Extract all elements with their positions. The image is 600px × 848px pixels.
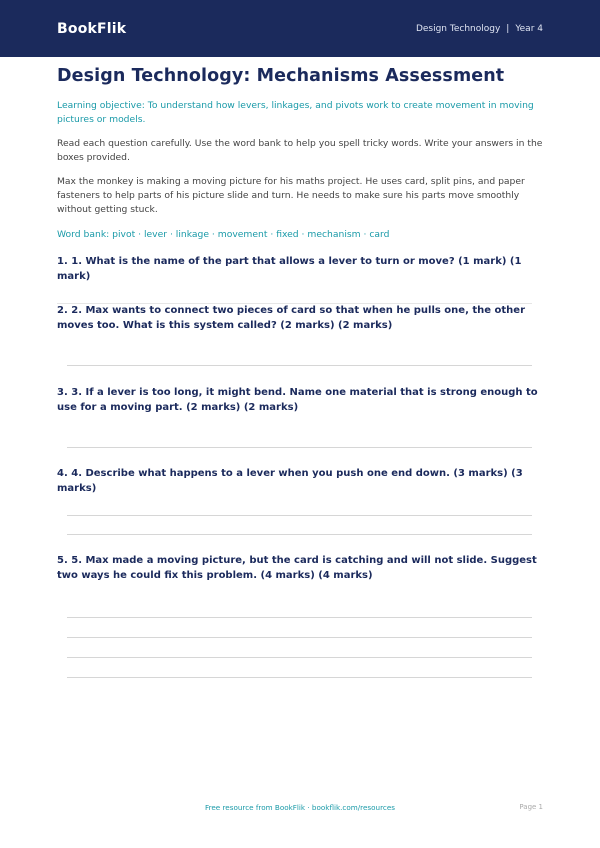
learning-objective: Learning objective: To understand how levers, linkages, and pivots work to create movement in moving pictures or models. — [57, 100, 534, 125]
question-1: 1. 1. What is the name of the part that allows a lever to turn or move? (1 mark) (1 mark) — [57, 256, 522, 282]
brand-logo[interactable]: BookFlik — [57, 20, 127, 37]
question-5: 5. 5. Max made a moving picture, but the card is catching and will not slide. Suggest two ways he could fix this problem. (4 marks) (4 marks) — [57, 555, 537, 581]
page-number: Page 1 — [519, 803, 543, 811]
scenario-text: Max the monkey is making a moving picture for his maths project. He uses card, split pins, and paper fasteners to help parts of his picture slide and turn. He needs to make sure his parts move smoothly without getting stuck. — [57, 176, 525, 215]
answer-line-q5-3[interactable] — [67, 657, 532, 658]
answer-line-q5-1[interactable] — [67, 617, 532, 618]
intro-section — [57, 66, 543, 242]
page-title: Design Technology: Mechanisms Assessment — [57, 66, 505, 86]
answer-line-q5-2[interactable] — [67, 637, 532, 638]
year-label: Year 4 — [515, 23, 543, 34]
answer-line-q2-1[interactable] — [67, 365, 532, 366]
answer-line-q4-1[interactable] — [67, 515, 532, 516]
word-bank: Word bank: pivot · lever · linkage · movement · fixed · mechanism · card — [57, 229, 390, 240]
answer-line-q3-1[interactable] — [67, 447, 532, 448]
footer — [0, 803, 600, 815]
question-2: 2. 2. Max wants to connect two pieces of card so that when he pulls one, the other moves too. What is this system called? (2 marks) (2 marks) — [57, 305, 525, 331]
header-separator: | — [506, 23, 510, 34]
footer-link[interactable]: Free resource from BookFlik · bookflik.com/resources — [204, 803, 396, 812]
question-4: 4. 4. Describe what happens to a lever when you push one end down. (3 marks) (3 marks) — [57, 468, 523, 494]
header-bar — [0, 0, 600, 57]
question-3: 3. 3. If a lever is too long, it might bend. Name one material that is strong enough to use for a moving part. (2 marks) (2 marks) — [57, 387, 538, 413]
instructions-text: Read each question carefully. Use the word bank to help you spell tricky words. Write your answers in the boxes provided. — [57, 138, 543, 163]
subject-label: Design Technology — [415, 23, 501, 34]
header-meta — [416, 24, 543, 34]
answer-line-q4-2[interactable] — [67, 534, 532, 535]
answer-line-q5-4[interactable] — [67, 677, 532, 678]
